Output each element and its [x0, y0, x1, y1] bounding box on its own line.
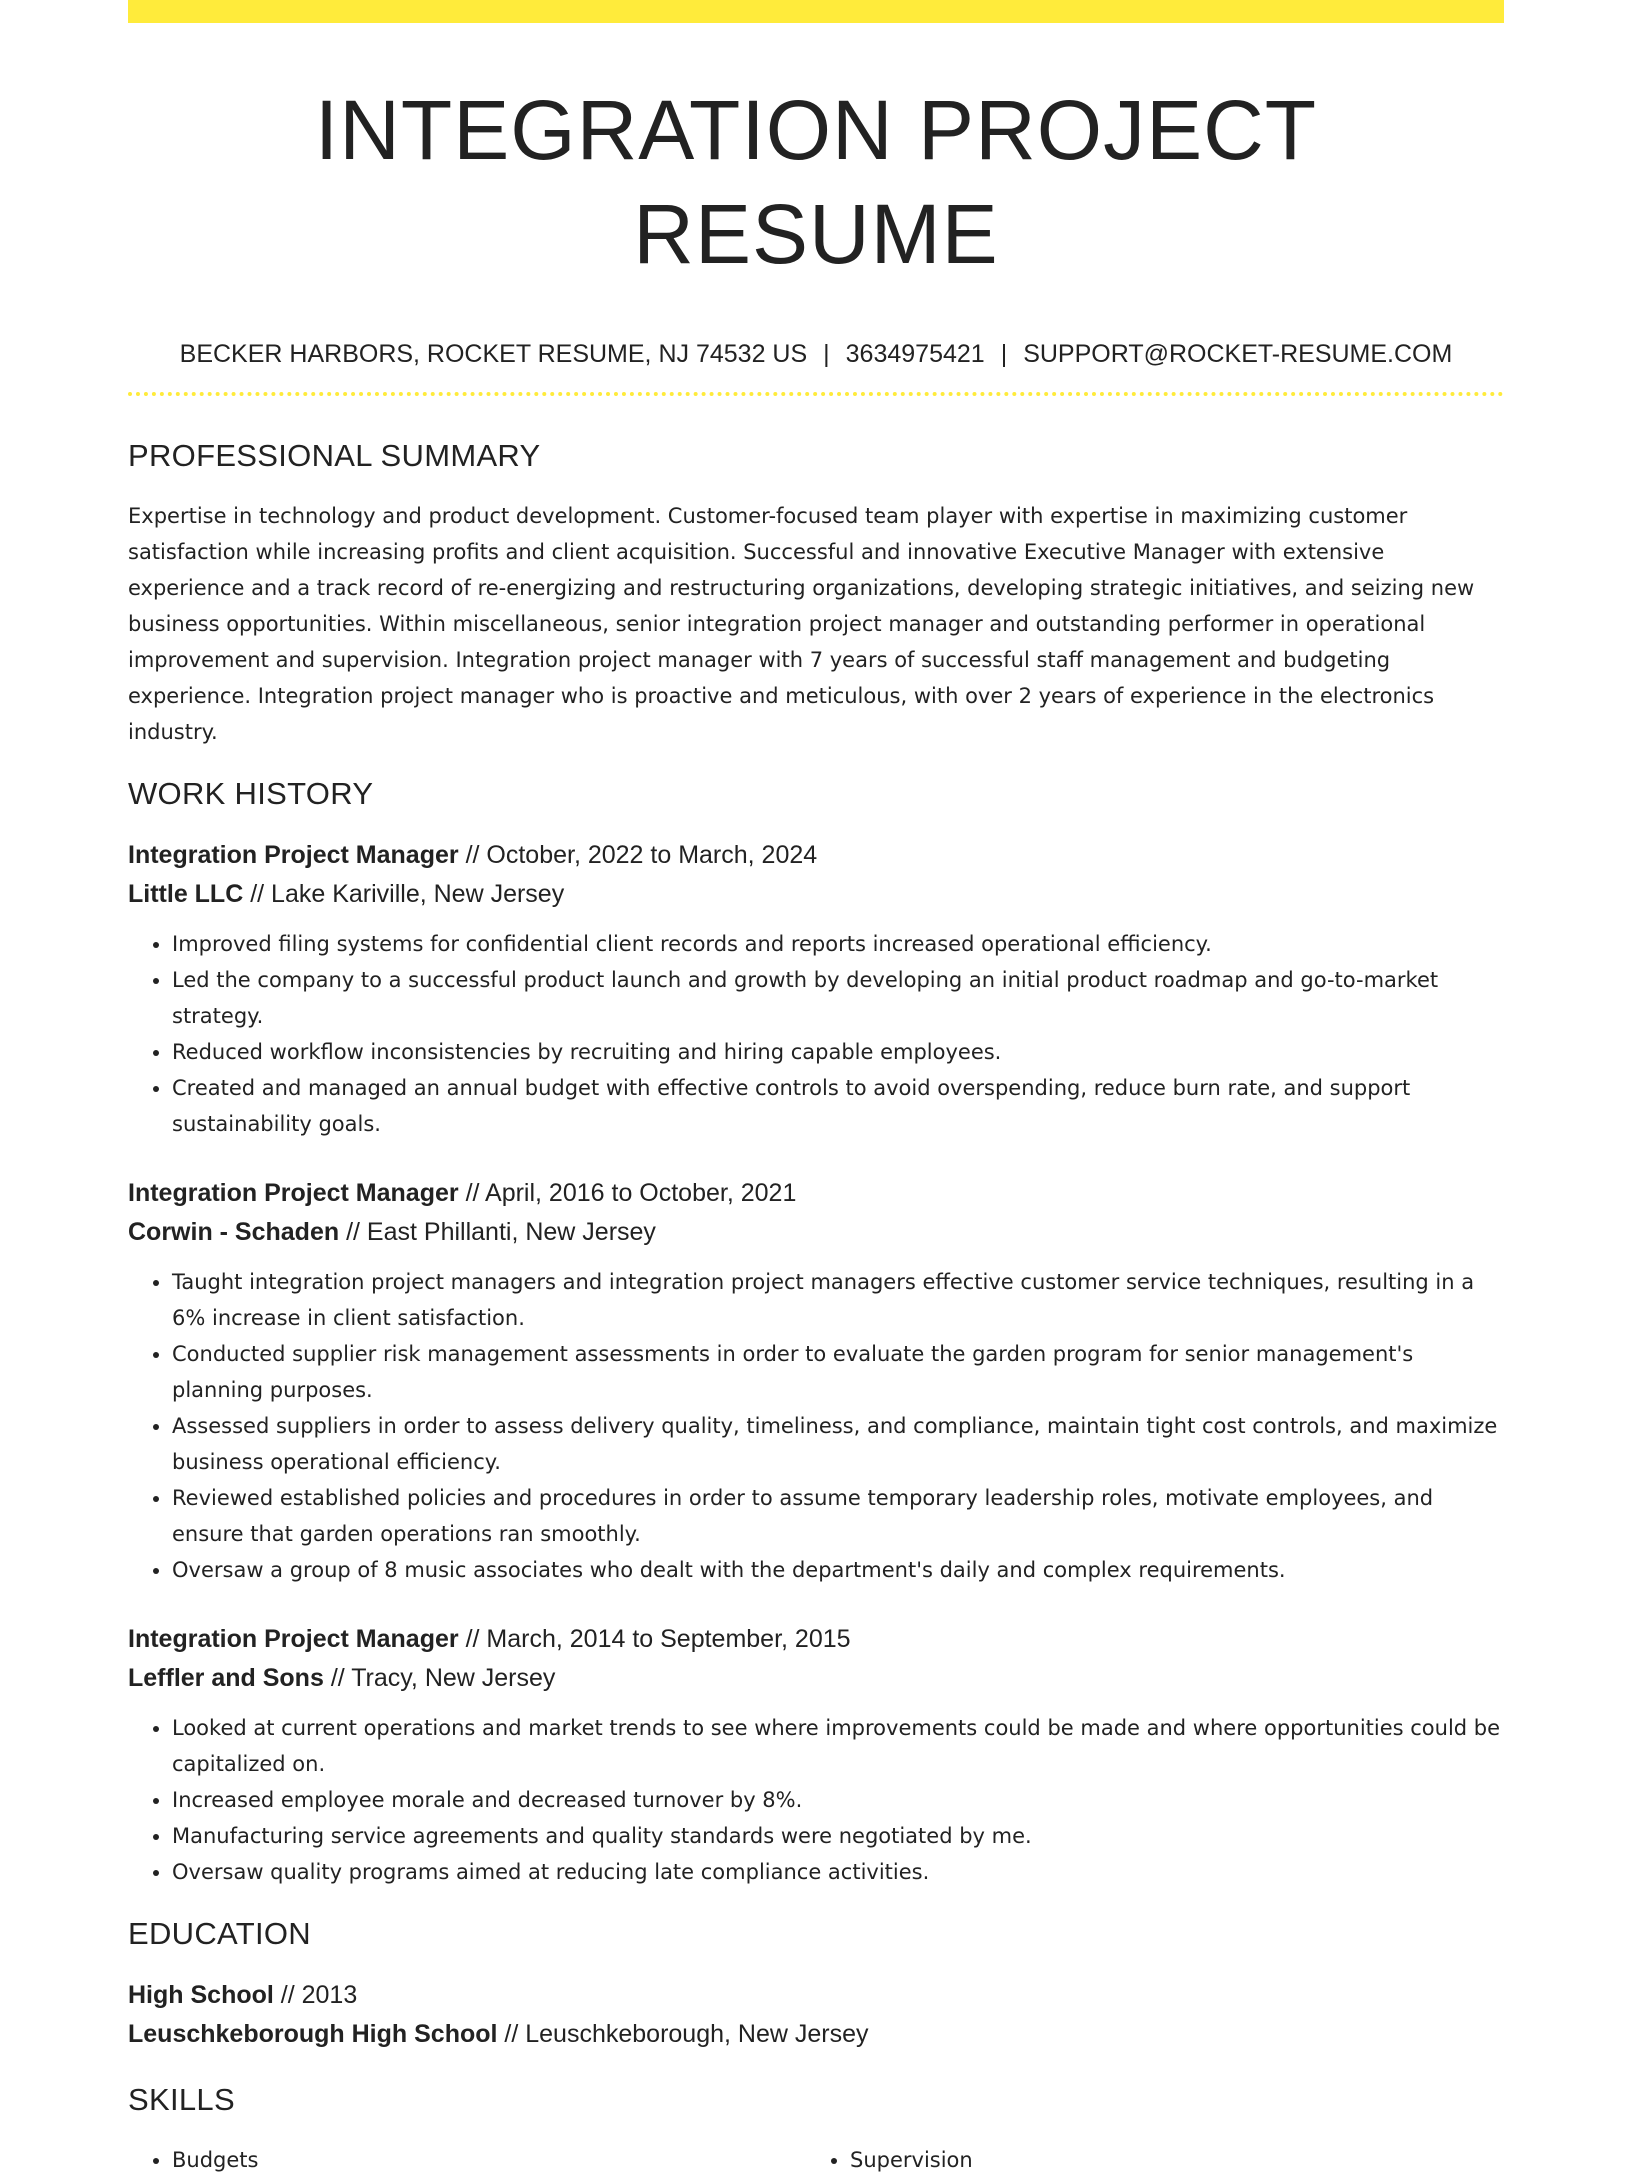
list-item: • Oversaw quality programs aimed at reducing late compliance activities.	[172, 1854, 1504, 1890]
contact-separator: |	[1000, 340, 1008, 368]
education-location: // Leuschkeborough, New Jersey	[497, 2020, 869, 2048]
resume-title: INTEGRATION PROJECT RESUME	[314, 83, 1318, 281]
job-company: Leffler and Sons	[128, 1664, 324, 1692]
job-bullets	[128, 1264, 1504, 1588]
list-item: • Improved filing systems for confidential client records and reports increased operational efficiency.	[172, 926, 1504, 962]
contact-email: SUPPORT@ROCKET-RESUME.COM	[1023, 340, 1453, 368]
list-item: • Conducted supplier risk management assessments in order to evaluate the garden program for senior management's planning purposes.	[172, 1336, 1504, 1408]
job-dates: // October, 2022 to March, 2024	[458, 841, 818, 869]
education-degree: High School	[128, 1981, 274, 2009]
job-title: Integration Project Manager	[128, 841, 459, 869]
education-heading: EDUCATION	[128, 1916, 311, 1951]
contact-line	[128, 338, 1504, 370]
list-item: • Taught integration project managers and integration project managers effective customer service techniques, resulting in a 6% increase in client satisfaction.	[172, 1264, 1504, 1336]
summary-heading: PROFESSIONAL SUMMARY	[128, 438, 541, 473]
job-title-line	[128, 1174, 1504, 1213]
job-title-line	[128, 836, 1504, 875]
job-entry	[128, 1174, 1504, 1588]
job-company: Little LLC	[128, 880, 244, 908]
list-item: • Oversaw a group of 8 music associates who dealt with the department's daily and complex requirements.	[172, 1552, 1504, 1588]
job-company-line	[128, 1659, 1504, 1698]
job-bullets	[128, 926, 1504, 1142]
job-company-line	[128, 1213, 1504, 1252]
resume-page	[128, 0, 1504, 2178]
job-title: Integration Project Manager	[128, 1625, 459, 1653]
summary-text: Expertise in technology and product development. Customer-focused team player with expertise in maximizing customer satisfaction while increasing profits and client acquisition. Successful and innovative Executive Manager with extensive experience and a track record of re-energizing and restructuring organizations, developing strategic initiatives, and seizing new business opportunities. Within miscellaneous, senior integration project manager and outstanding performer in operational improvement and supervision. Integration project manager with 7 years of successful staff management and budgeting experience. Integration project manager who is proactive and meticulous, with over 2 years of experience in the electronics industry.	[128, 504, 1475, 744]
skills-list	[128, 2142, 1504, 2178]
job-company-line	[128, 875, 1504, 914]
contact-address: BECKER HARBORS, ROCKET RESUME, NJ 74532 US	[179, 340, 808, 368]
education-year: // 2013	[273, 1981, 358, 2009]
list-item: • Reduced workflow inconsistencies by recruiting and hiring capable employees.	[172, 1034, 1504, 1070]
job-location: // East Phillanti, New Jersey	[339, 1218, 656, 1246]
skill-item: • Supervision	[850, 2142, 1484, 2178]
list-item: • Created and managed an annual budget with effective controls to avoid overspending, reduce burn rate, and support sustainability goals.	[172, 1070, 1504, 1142]
skills-heading: SKILLS	[128, 2082, 235, 2117]
job-location: // Tracy, New Jersey	[323, 1664, 556, 1692]
skills-column-right	[806, 2142, 1484, 2178]
work-history-heading: WORK HISTORY	[128, 776, 374, 811]
list-item: • Assessed suppliers in order to assess delivery quality, timeliness, and compliance, maintain tight cost controls, and maximize business operational efficiency.	[172, 1408, 1504, 1480]
job-dates: // March, 2014 to September, 2015	[458, 1625, 851, 1653]
job-title: Integration Project Manager	[128, 1179, 459, 1207]
job-entry	[128, 1620, 1504, 1890]
job-dates: // April, 2016 to October, 2021	[458, 1179, 797, 1207]
education-degree-line	[128, 1976, 1504, 2015]
dotted-divider	[128, 392, 1504, 396]
list-item: • Reviewed established policies and procedures in order to assume temporary leadership roles, motivate employees, and ensure that garden operations ran smoothly.	[172, 1480, 1504, 1552]
education-entry	[128, 1976, 1504, 2054]
job-company: Corwin - Schaden	[128, 1218, 340, 1246]
job-entry	[128, 836, 1504, 1142]
job-title-line	[128, 1620, 1504, 1659]
education-school: Leuschkeborough High School	[128, 2020, 498, 2048]
list-item: • Looked at current operations and market trends to see where improvements could be made and where opportunities could be capitalized on.	[172, 1710, 1504, 1782]
list-item: • Manufacturing service agreements and quality standards were negotiated by me.	[172, 1818, 1504, 1854]
skills-column-left	[128, 2142, 806, 2178]
education-school-line	[128, 2015, 1504, 2054]
list-item: • Increased employee morale and decreased turnover by 8%.	[172, 1782, 1504, 1818]
job-location: // Lake Kariville, New Jersey	[243, 880, 565, 908]
skill-item: • Budgets	[172, 2142, 806, 2178]
contact-phone: 3634975421	[845, 340, 985, 368]
job-bullets	[128, 1710, 1504, 1890]
list-item: • Led the company to a successful product launch and growth by developing an initial product roadmap and go-to-market strategy.	[172, 962, 1504, 1034]
contact-separator: |	[823, 340, 830, 368]
